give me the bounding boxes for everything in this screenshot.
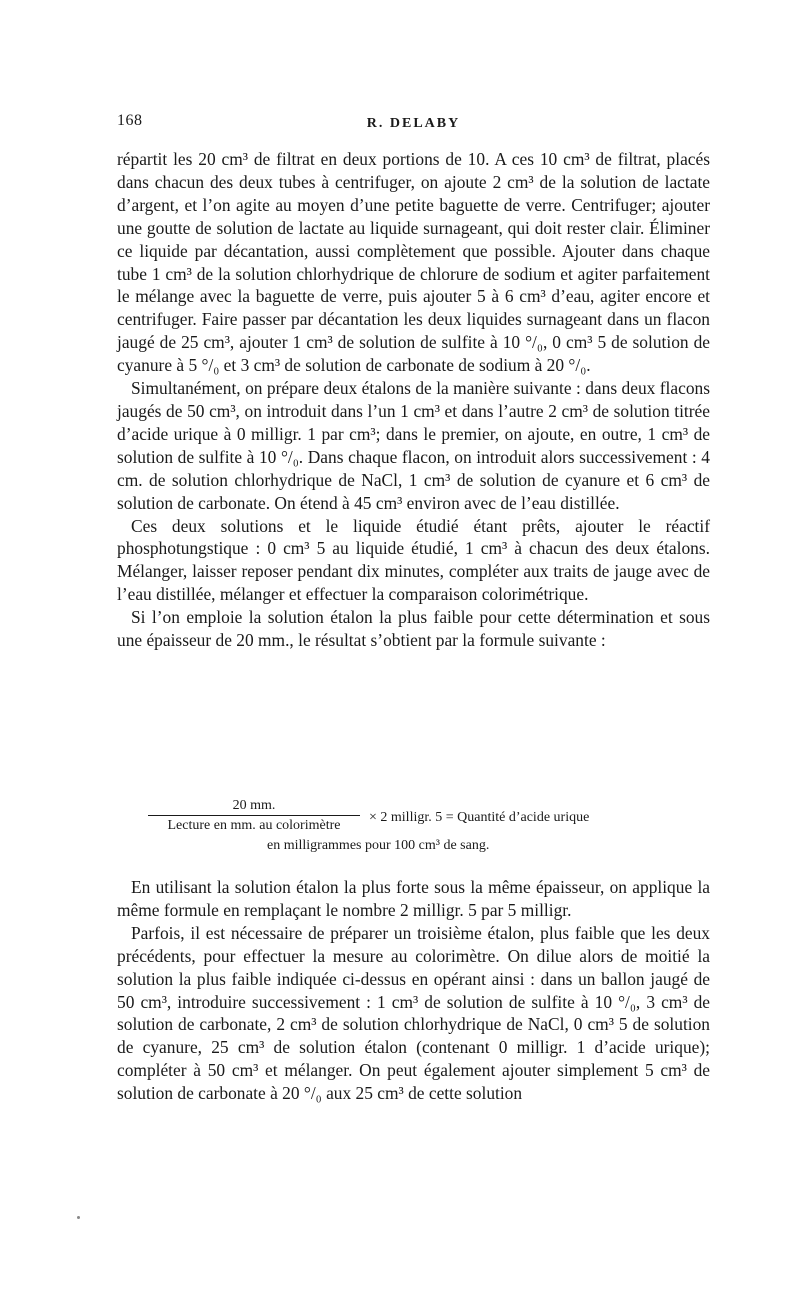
formula-result: × 2 milligr. 5 = Quantité d’acide urique bbox=[369, 810, 590, 825]
paragraph-standards: Simultanément, on prépare deux étalons de la manière suivante : dans deux flacons jaugés de 50 cm³, on introduit dans l’un 1 cm³ et dans l’autre 2 cm³ de solution titrée d’acide urique à 0 milligr. 1 par cm³; dans le premier, on ajoute, en outre, 1 cm³ de solution de sulfite à 10 °/₀. Dans chaque flacon, on introduit alors successivement : 4 cm. de solution chlorhydrique de NaCl, 1 cm³ de solution de cyanure et 6 cm³ de solution de carbonate. On étend à 45 cm³ environ avec de l’eau distillée. bbox=[117, 378, 710, 513]
paragraph-strong-standard: En utilisant la solution étalon la plus forte sous la même épaisseur, on applique la même formule en remplaçant le nombre 2 milligr. 5 par 5 milligr. bbox=[117, 877, 710, 920]
paragraph-third-standard: Parfois, il est nécessaire de préparer un troisième étalon, plus faible que les deux précédents, pour effectuer la mesure au colorimètre. On dilue alors de moitié la solution la plus faible indiquée ci-dessus en opérant ainsi : dans un ballon jaugé de 50 cm³, introduire successivement : 1 cm³ de solution de sulfite à 10 °/₀, 3 cm³ de solution de carbonate, 2 cm³ de solution chlorhydrique de NaCl, 0 cm³ 5 de solution de cyanure, 25 cm³ de solution étalon (contenant 0 milligr. 1 d’acide urique); compléter à 50 cm³ et mélanger. On peut également ajouter simplement 5 cm³ de solution de carbonate à 20 °/₀ aux 25 cm³ de cette solution bbox=[117, 922, 710, 1104]
body-text-top bbox=[117, 148, 710, 652]
paragraph-reagent: Ces deux solutions et le liquide étudié étant prêts, ajouter le réactif phosphotungstique : 0 cm³ 5 au liquide étudié, 1 cm³ à chacun des deux étalons. Mélanger, laisser reposer pendant dix minutes, compléter aux traits de jauge avec de l’eau distillée, mélanger et effectuer la comparaison colorimétrique. bbox=[117, 515, 710, 605]
page-number: 168 bbox=[117, 112, 143, 129]
formula-caption: en milligrammes pour 100 cm³ de sang. bbox=[267, 838, 490, 853]
body-text-bottom bbox=[117, 876, 710, 1105]
formula-fraction bbox=[146, 797, 362, 834]
formula-denominator: Lecture en mm. au colorimètre bbox=[167, 818, 341, 833]
paragraph-continuation: répartit les 20 cm³ de filtrat en deux portions de 10. A ces 10 cm³ de filtrat, placés dans chacun des deux tubes à centrifuger, on ajoute 2 cm³ de la solution de lactate d’argent, et l’on agite au moyen d’une petite baguette de verre. Centrifuger; ajouter une goutte de solution de lactate au liquide surnageant, qui doit rester clair. Éliminer ce liquide par décantation, aussi complètement que possible. Ajouter dans chaque tube 1 cm³ de la solution chlorhydrique de chlorure de sodium et agiter parfaitement le mélange avec la baguette de verre, puis ajouter 5 à 6 cm³ d’eau, agiter encore et centrifuger. Faire passer par décantation les deux liquides surnageant dans un flacon jaugé de 25 cm³, ajouter 1 cm³ de solution de sulfite à 10 °/₀, 0 cm³ 5 de solution de cyanure à 5 °/₀ et 3 cm³ de solution de carbonate de sodium à 20 °/₀. bbox=[117, 149, 710, 376]
formula-block bbox=[117, 797, 710, 859]
paragraph-formula-intro: Si l’on emploie la solution étalon la plus faible pour cette détermination et sous une épaisseur de 20 mm., le résultat s’obtient par la formule suivante : bbox=[117, 607, 710, 651]
running-head: R. DELABY bbox=[366, 116, 461, 131]
page-speck bbox=[77, 1216, 80, 1219]
formula-numerator: 20 mm. bbox=[232, 798, 276, 813]
page-header bbox=[117, 112, 710, 136]
